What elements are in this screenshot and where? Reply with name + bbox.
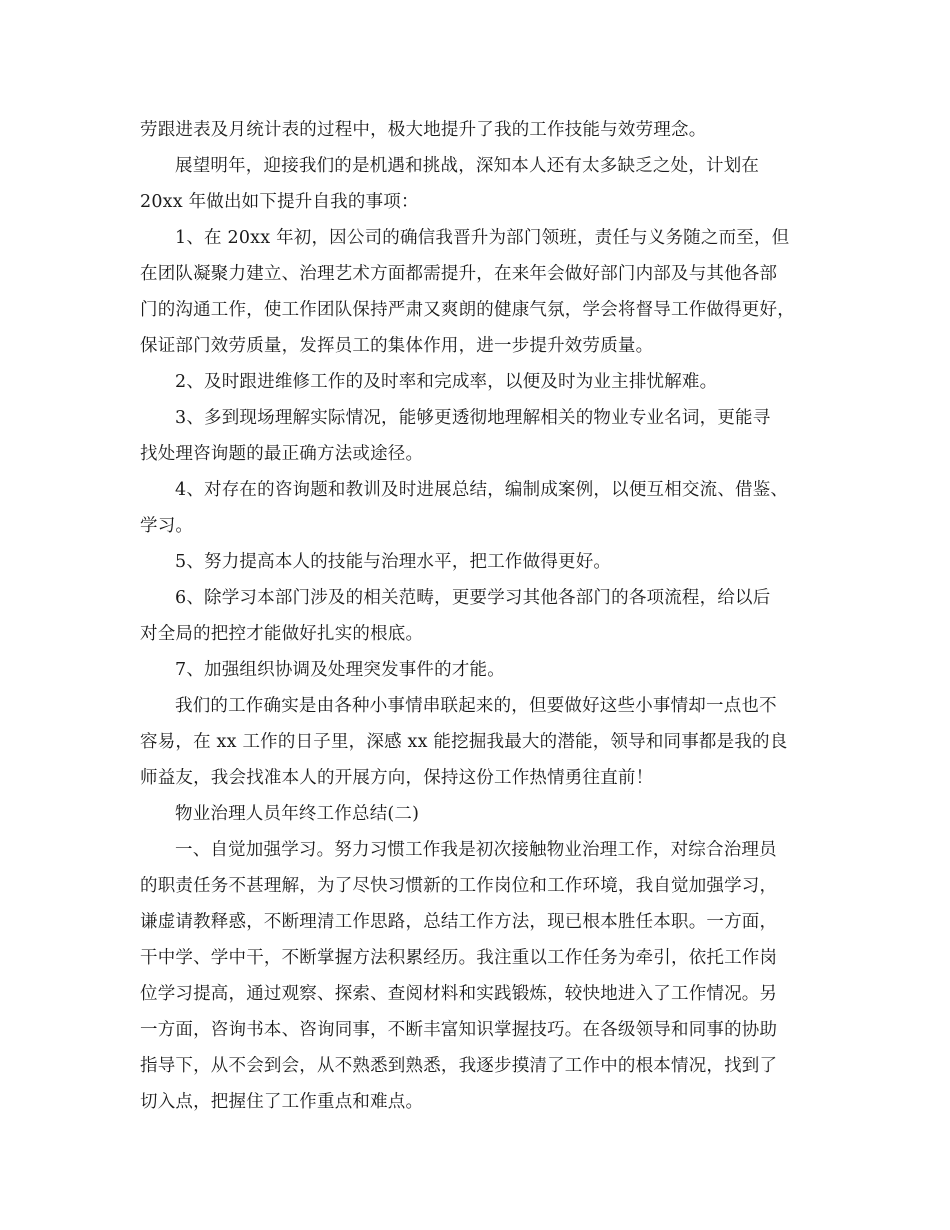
section-heading: 物业治理人员年终工作总结(二) <box>175 804 420 824</box>
text-line: 1、在 20xx 年初，因公司的确信我晋升为部门领班，责任与义务随之而至，但 <box>175 228 790 248</box>
text-line: 找处理咨询题的最正确方法或途径。 <box>140 444 424 464</box>
text-line: 谦虚请教释惑，不断理清工作思路，总结工作方法，现已根本胜任本职。一方面， <box>140 912 778 932</box>
text-line: 切入点，把握住了工作重点和难点。 <box>140 1092 424 1112</box>
text-line: 对全局的把控才能做好扎实的根底。 <box>140 624 424 644</box>
text-line: 保证部门效劳质量，发挥员工的集体作用，进一步提升效劳质量。 <box>140 336 654 356</box>
text-line: 师益友，我会找准本人的开展方向，保持这份工作热情勇往直前！ <box>140 768 654 788</box>
text-line: 3、多到现场理解实际情况，能够更透彻地理解相关的物业专业名词，更能寻 <box>175 408 771 428</box>
text-line: 容易，在 xx 工作的日子里，深感 xx 能挖掘我最大的潜能，领导和同事都是我的良 <box>140 732 788 752</box>
text-line: 5、努力提高本人的技能与治理水平，把工作做得更好。 <box>175 552 612 572</box>
text-line: 7、加强组织协调及处理突发事件的才能。 <box>175 660 505 680</box>
text-line: 的职责任务不甚理解，为了尽快习惯新的工作岗位和工作环境，我自觉加强学习， <box>140 876 778 896</box>
text-line: 门的沟通工作，使工作团队保持严肃又爽朗的健康气氛，学会将督导工作做得更好， <box>140 300 795 320</box>
text-line: 20xx 年做出如下提升自我的事项： <box>140 192 419 212</box>
text-line: 劳跟进表及月统计表的过程中，极大地提升了我的工作技能与效劳理念。 <box>140 120 707 140</box>
text-line: 学习。 <box>140 516 194 536</box>
text-line: 一、自觉加强学习。努力习惯工作我是初次接触物业治理工作，对综合治理员 <box>175 840 777 860</box>
text-line: 在团队凝聚力建立、治理艺术方面都需提升，在来年会做好部门内部及与其他各部 <box>140 264 778 284</box>
text-line: 2、及时跟进维修工作的及时率和完成率，以便及时为业主排忧解难。 <box>175 372 718 392</box>
text-line: 6、除学习本部门涉及的相关范畴，更要学习其他各部门的各项流程，给以后 <box>175 588 771 608</box>
text-line: 展望明年，迎接我们的是机遇和挑战，深知本人还有太多缺乏之处，计划在 <box>175 156 760 176</box>
text-line: 干中学、学中干，不断掌握方法积累经历。我注重以工作任务为牵引，依托工作岗 <box>140 948 778 968</box>
text-line: 一方面，咨询书本、咨询同事，不断丰富知识掌握技巧。在各级领导和同事的协助 <box>140 1020 778 1040</box>
text-line: 我们的工作确实是由各种小事情串联起来的，但要做好这些小事情却一点也不 <box>175 696 777 716</box>
text-line: 4、对存在的咨询题和教训及时进展总结，编制成案例，以便互相交流、借鉴、 <box>175 480 789 500</box>
text-line: 指导下，从不会到会，从不熟悉到熟悉，我逐步摸清了工作中的根本情况，找到了 <box>140 1056 778 1076</box>
text-line: 位学习提高，通过观察、探索、查阅材料和实践锻炼，较快地进入了工作情况。另 <box>140 984 778 1004</box>
